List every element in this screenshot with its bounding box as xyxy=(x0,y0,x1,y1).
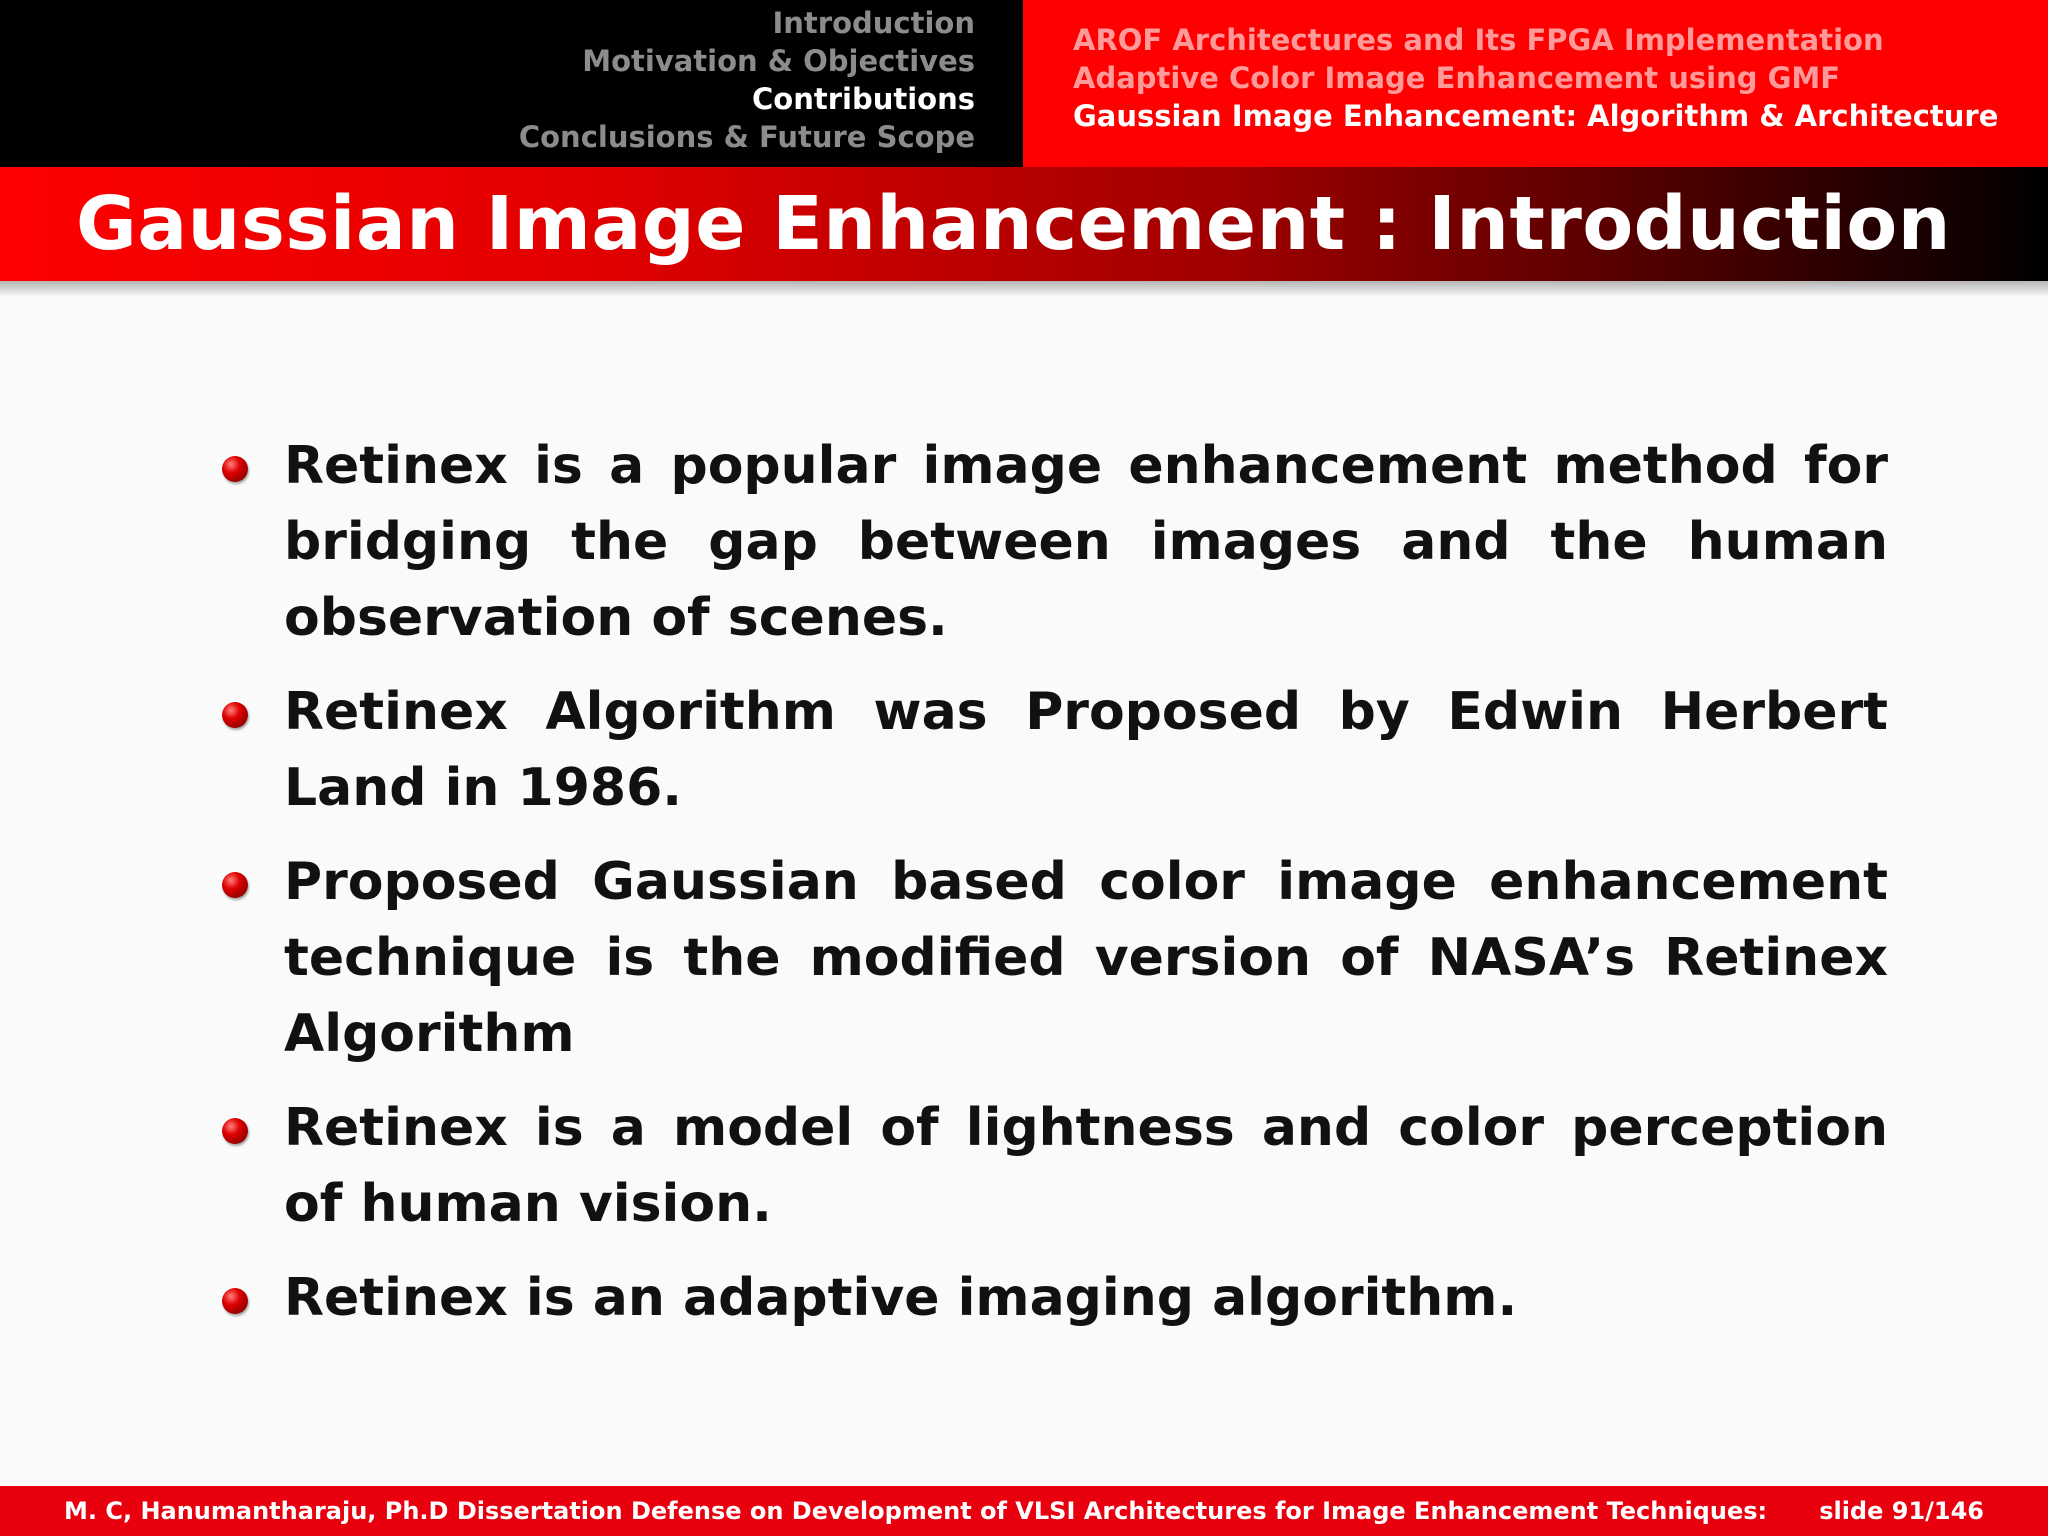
slide-title: Gaussian Image Enhancement : Introduction xyxy=(76,181,1951,267)
bullet-ball-icon xyxy=(222,1118,248,1144)
nav-section-contributions[interactable]: Contributions xyxy=(752,82,975,116)
nav-section-motivation[interactable]: Motivation & Objectives xyxy=(582,44,975,78)
title-bar xyxy=(0,167,2048,281)
bullet-item xyxy=(222,1090,1888,1242)
bullet-ball-icon xyxy=(222,702,248,728)
nav-subsection-adaptive-color[interactable]: Adaptive Color Image Enhancement using GMF xyxy=(1073,61,1841,95)
bullet-list xyxy=(222,428,1888,1354)
nav-section-conclusions[interactable]: Conclusions & Future Scope xyxy=(518,120,975,154)
bullet-text: Retinex Algorithm was Proposed by Edwin Herbert Land in 1986. xyxy=(284,682,1888,818)
nav-subsection-gaussian[interactable]: Gaussian Image Enhancement: Algorithm & Architecture xyxy=(1073,99,1999,133)
footer-text: M. C, Hanumantharaju, Ph.D Dissertation Defense on Development of VLSI Architectures for Image Enhancement Techniques: xyxy=(64,1497,1768,1525)
bullet-ball-icon xyxy=(222,872,248,898)
subsection-nav xyxy=(1023,0,2048,167)
bullet-ball-icon xyxy=(222,456,248,482)
section-nav xyxy=(0,0,1023,167)
bullet-text: Proposed Gaussian based color image enhancement technique is the modified version of NASA’s Retinex Algorithm xyxy=(284,852,1888,1064)
footer-bar xyxy=(0,1486,2048,1536)
bullet-ball-icon xyxy=(222,1288,248,1314)
bullet-item xyxy=(222,1260,1888,1336)
bullet-item xyxy=(222,674,1888,826)
bullet-text: Retinex is an adaptive imaging algorithm. xyxy=(284,1268,1518,1328)
bullet-item xyxy=(222,428,1888,656)
nav-section-introduction[interactable]: Introduction xyxy=(772,6,975,40)
nav-subsection-arof[interactable]: AROF Architectures and Its FPGA Implementation xyxy=(1073,23,1884,57)
title-bar-shadow xyxy=(0,281,2048,297)
bullet-text: Retinex is a model of lightness and color perception of human vision. xyxy=(284,1098,1888,1234)
slide-number: slide 91/146 xyxy=(1819,1497,1984,1525)
bullet-text: Retinex is a popular image enhancement method for bridging the gap between images and the human observation of scenes. xyxy=(284,436,1888,648)
bullet-item xyxy=(222,844,1888,1072)
navigation-bar xyxy=(0,0,2048,167)
